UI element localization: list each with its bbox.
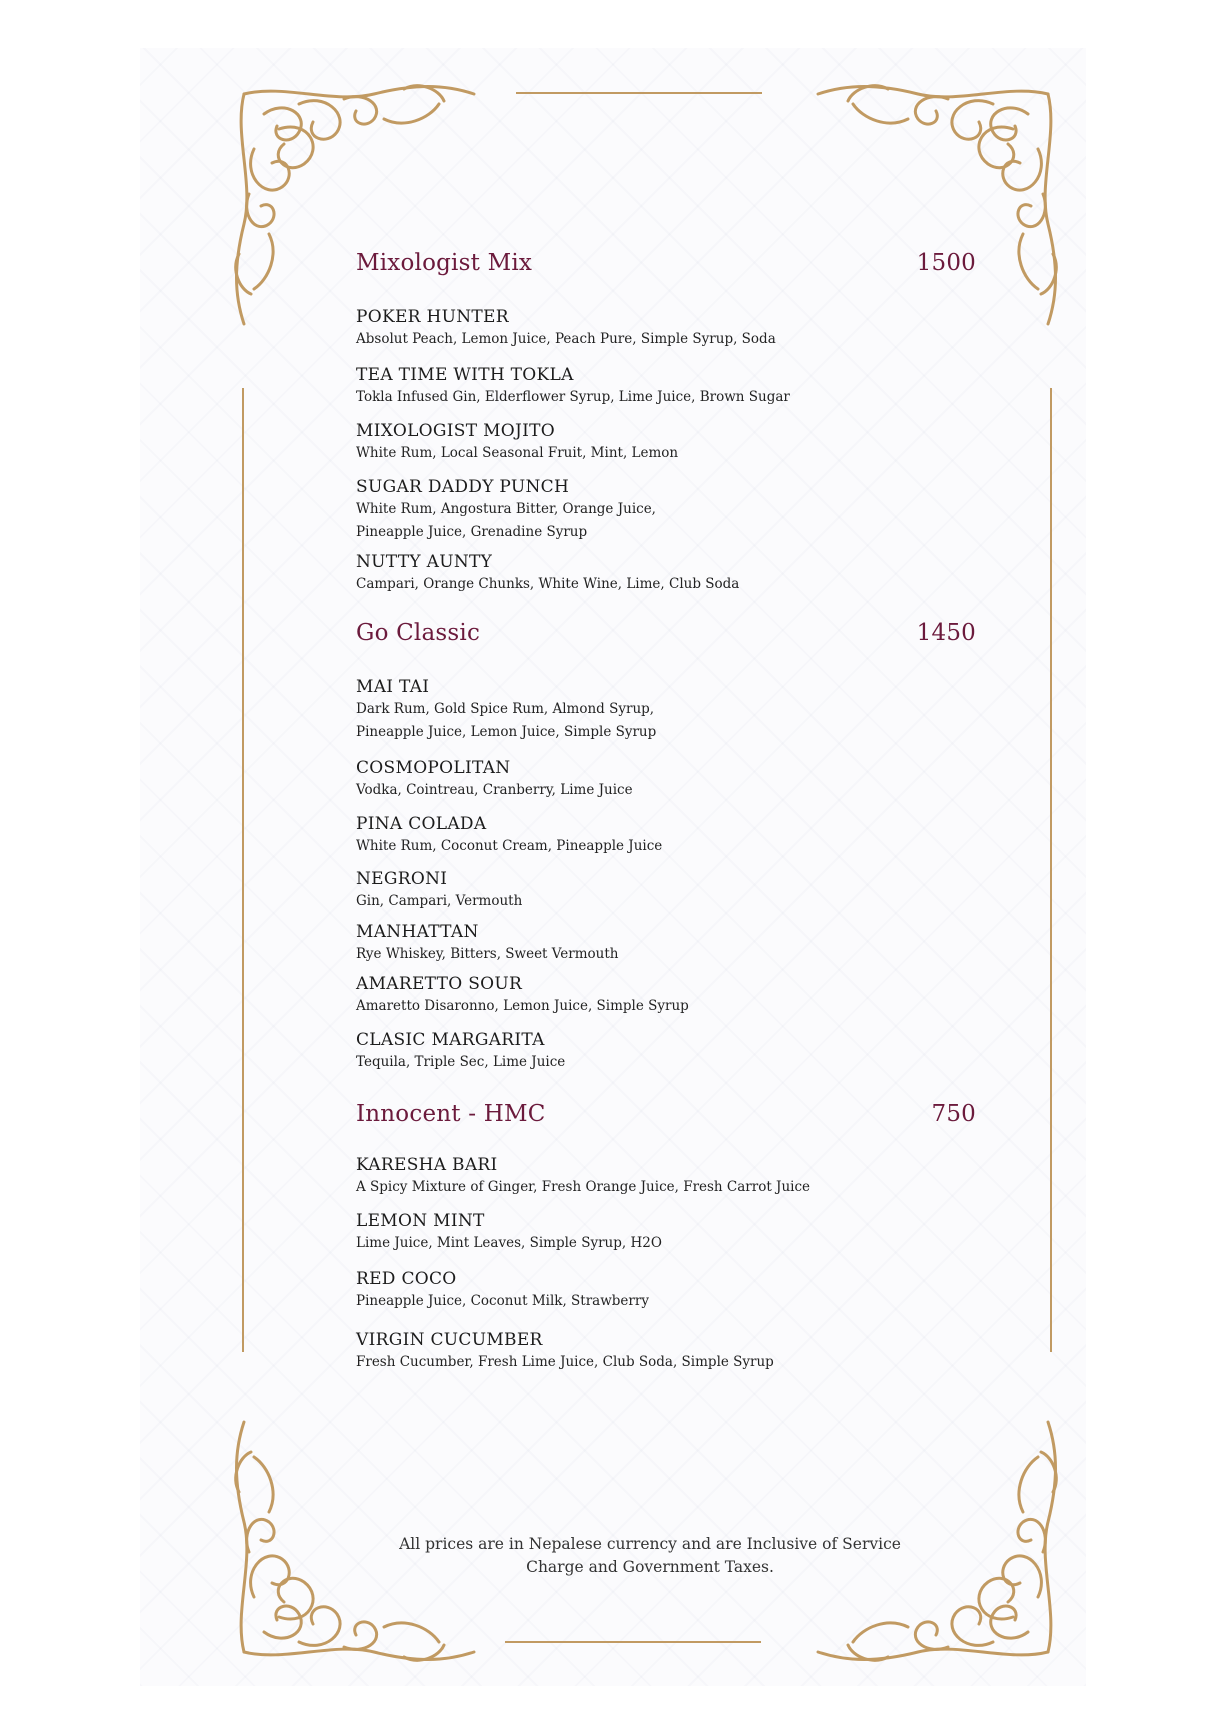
top-divider xyxy=(516,92,762,94)
section-mixologist-mix xyxy=(356,250,976,592)
item-description: Tokla Infused Gin, Elderflower Syrup, Lime Juice, Brown Sugar xyxy=(356,389,790,405)
menu-item xyxy=(356,973,689,1018)
item-name: LEMON MINT xyxy=(356,1211,485,1231)
item-name: RED COCO xyxy=(356,1269,457,1289)
item-description: Pineapple Juice, Grenadine Syrup xyxy=(356,524,588,540)
section-price: 1500 xyxy=(916,250,976,276)
menu-item xyxy=(356,306,776,351)
item-name: MAI TAI xyxy=(356,677,430,697)
item-description: Lime Juice, Mint Leaves, Simple Syrup, H2O xyxy=(356,1235,662,1251)
footnote-line: Charge and Government Taxes. xyxy=(526,1558,774,1576)
item-description: White Rum, Coconut Cream, Pineapple Juice xyxy=(356,838,663,854)
item-description: Absolut Peach, Lemon Juice, Peach Pure, Simple Syrup, Soda xyxy=(356,331,776,347)
menu-item xyxy=(356,551,739,596)
item-description: White Rum, Local Seasonal Fruit, Mint, Lemon xyxy=(356,445,679,461)
item-description: Rye Whiskey, Bitters, Sweet Vermouth xyxy=(356,946,619,962)
menu-item xyxy=(356,1029,565,1074)
item-name: PINA COLADA xyxy=(356,814,487,834)
menu-item xyxy=(356,420,678,465)
left-border-line xyxy=(242,388,244,1352)
item-description: A Spicy Mixture of Ginger, Fresh Orange Juice, Fresh Carrot Juice xyxy=(356,1179,811,1195)
right-border-line xyxy=(1050,388,1052,1352)
item-name: MIXOLOGIST MOJITO xyxy=(356,421,556,441)
price-footnote xyxy=(380,1533,920,1579)
flourish-icon xyxy=(224,74,484,334)
item-description: Fresh Cucumber, Fresh Lime Juice, Club Soda, Simple Syrup xyxy=(356,1354,774,1370)
item-description: White Rum, Angostura Bitter, Orange Juice, xyxy=(356,501,656,517)
section-header xyxy=(356,1101,976,1143)
ornament-corner-top-left xyxy=(224,74,484,334)
section-go-classic xyxy=(356,620,976,1070)
item-description: Pineapple Juice, Coconut Milk, Strawberry xyxy=(356,1293,649,1309)
footnote-line: All prices are in Nepalese currency and are Inclusive of Service xyxy=(399,1535,901,1553)
menu-item xyxy=(356,676,656,744)
item-name: NUTTY AUNTY xyxy=(356,552,493,572)
menu-item xyxy=(356,1329,774,1374)
menu-item xyxy=(356,868,522,913)
menu-item xyxy=(356,1154,810,1199)
item-name: NEGRONI xyxy=(356,869,448,889)
item-description: Pineapple Juice, Lemon Juice, Simple Syrup xyxy=(356,724,657,740)
item-name: COSMOPOLITAN xyxy=(356,758,511,778)
menu-item xyxy=(356,364,790,409)
item-name: POKER HUNTER xyxy=(356,307,509,327)
item-name: MANHATTAN xyxy=(356,922,479,942)
item-description: Gin, Campari, Vermouth xyxy=(356,893,523,909)
item-name: KARESHA BARI xyxy=(356,1155,498,1175)
item-name: CLASIC MARGARITA xyxy=(356,1030,545,1050)
section-price: 1450 xyxy=(916,620,976,646)
menu-item xyxy=(356,757,633,802)
section-title: Mixologist Mix xyxy=(356,250,533,276)
section-innocent-hmc xyxy=(356,1101,976,1370)
item-name: SUGAR DADDY PUNCH xyxy=(356,477,570,497)
menu-item xyxy=(356,921,618,966)
menu-item xyxy=(356,813,662,858)
item-name: VIRGIN CUCUMBER xyxy=(356,1330,543,1350)
item-description: Campari, Orange Chunks, White Wine, Lime, Club Soda xyxy=(356,576,740,592)
section-header xyxy=(356,620,976,662)
ornament-corner-top-right xyxy=(808,74,1068,334)
item-name: AMARETTO SOUR xyxy=(356,974,523,994)
item-description: Dark Rum, Gold Spice Rum, Almond Syrup, xyxy=(356,701,655,717)
section-title: Innocent - HMC xyxy=(356,1101,546,1127)
section-price: 750 xyxy=(931,1101,976,1127)
bottom-divider xyxy=(505,1641,761,1643)
item-description: Tequila, Triple Sec, Lime Juice xyxy=(356,1054,566,1070)
menu-item xyxy=(356,1268,649,1313)
menu-item xyxy=(356,476,656,544)
item-description: Amaretto Disaronno, Lemon Juice, Simple Syrup xyxy=(356,998,689,1014)
menu-item xyxy=(356,1210,662,1255)
flourish-icon xyxy=(808,74,1068,334)
section-header xyxy=(356,250,976,292)
item-description: Vodka, Cointreau, Cranberry, Lime Juice xyxy=(356,782,633,798)
section-title: Go Classic xyxy=(356,620,481,646)
item-name: TEA TIME WITH TOKLA xyxy=(356,365,574,385)
